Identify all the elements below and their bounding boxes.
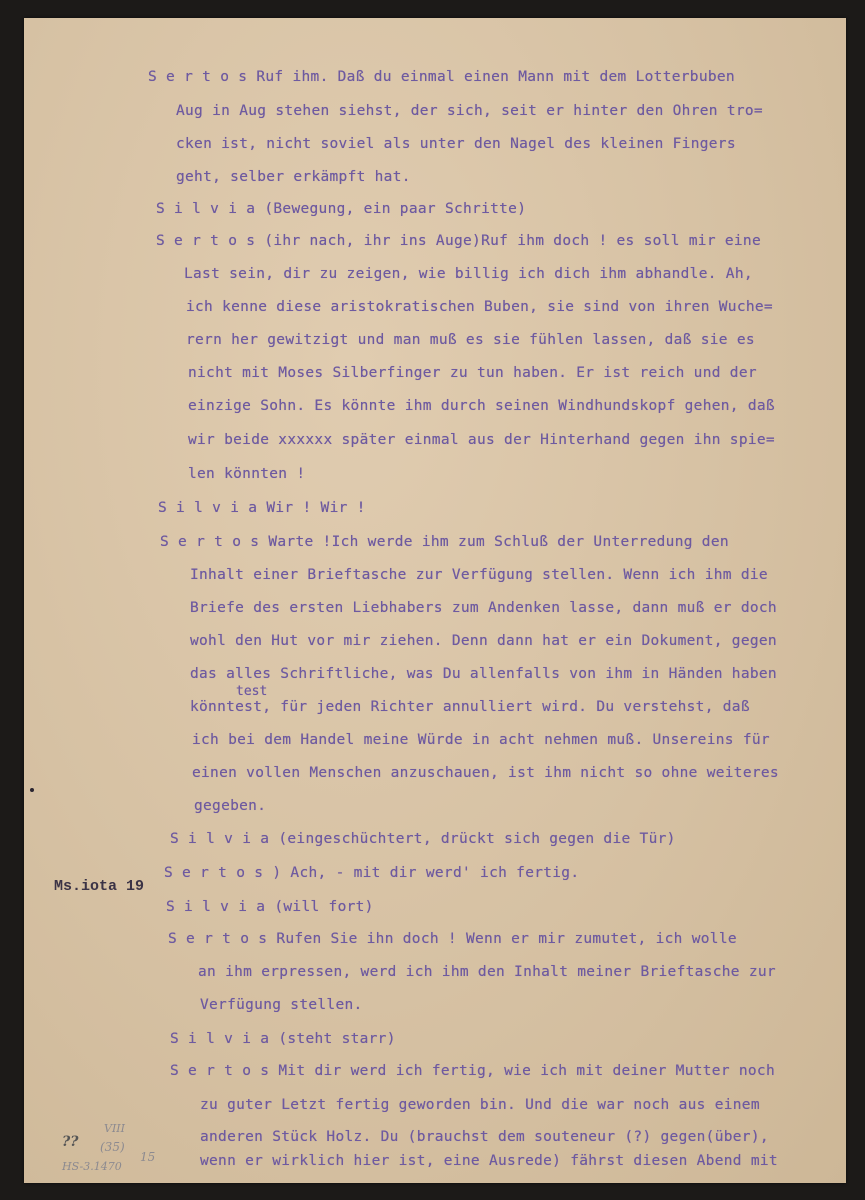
line-text: anderen Stück Holz. Du (brauchst dem souteneur (?) gegen(über), <box>200 1129 769 1145</box>
line-text: einzige Sohn. Es könnte ihm durch seinen Windhundskopf gehen, daß <box>188 398 775 414</box>
text-line <box>198 963 776 981</box>
line-text: Wir ! Wir ! <box>257 500 366 516</box>
speaker-name: S e r t o s <box>168 931 268 947</box>
text-line <box>192 731 770 749</box>
pencil-shelfmark: HS-3.1470 <box>62 1160 122 1173</box>
line-text: Briefe des ersten Liebhabers zum Andenken lasse, dann muß er doch <box>190 600 777 616</box>
interlinear-correction: test <box>236 684 268 699</box>
speaker-line <box>164 864 579 882</box>
text-line <box>200 996 363 1014</box>
pencil-number: 15 <box>140 1150 156 1164</box>
line-text: zu guter Letzt fertig geworden bin. Und die war noch aus einem <box>200 1097 760 1113</box>
speaker-line <box>170 1062 775 1080</box>
text-line <box>188 431 775 449</box>
text-line <box>188 465 305 483</box>
line-text: cken ist, nicht soviel als unter den Nagel des kleinen Fingers <box>176 136 736 152</box>
pencil-roman-numeral: VIII <box>104 1122 125 1135</box>
text-line <box>200 1152 778 1170</box>
speaker-name: S e r t o s <box>160 534 260 550</box>
text-line <box>186 298 773 316</box>
speaker-name: S e r t o s <box>170 1063 270 1079</box>
speaker-name: S e r t o s <box>164 865 264 881</box>
line-text: nicht mit Moses Silberfinger zu tun haben. Er ist reich und der <box>188 365 757 381</box>
line-text: wohl den Hut vor mir ziehen. Denn dann hat er ein Dokument, gegen <box>190 633 777 649</box>
text-line <box>190 632 777 650</box>
line-text: Mit dir werd ich fertig, wie ich mit deiner Mutter noch <box>269 1063 775 1079</box>
line-text: (will fort) <box>265 899 374 915</box>
speaker-name: S e r t o s <box>148 69 248 85</box>
text-line <box>176 168 411 186</box>
line-text: Inhalt einer Brieftasche zur Verfügung stellen. Wenn ich ihm die <box>190 567 768 583</box>
speaker-line <box>160 533 729 551</box>
text-line <box>200 1128 769 1146</box>
line-text: (eingeschüchtert, drückt sich gegen die Tür) <box>269 831 676 847</box>
line-text: gegeben. <box>194 798 267 814</box>
speaker-name: S i l v i a <box>158 500 258 516</box>
speaker-line <box>166 898 374 916</box>
text-line <box>200 1096 760 1114</box>
line-text: (steht starr) <box>269 1031 396 1047</box>
text-line <box>188 364 757 382</box>
speaker-line <box>148 68 735 86</box>
line-text: (ihr nach, ihr ins Auge)Ruf ihm doch ! es soll mir eine <box>255 233 761 249</box>
speaker-line <box>168 930 737 948</box>
line-text: rern her gewitzigt und man muß es sie fühlen lassen, daß sie es <box>186 332 755 348</box>
line-text: Aug in Aug stehen siehst, der sich, seit er hinter den Ohren tro= <box>176 103 763 119</box>
line-text: ich kenne diese aristokratischen Buben, sie sind von ihren Wuche= <box>186 299 773 315</box>
line-text: wenn er wirklich hier ist, eine Ausrede) fährst diesen Abend mit <box>200 1153 778 1169</box>
text-line <box>190 698 750 716</box>
line-text: könntest, für jeden Richter annulliert wird. Du verstehst, daß <box>190 699 750 715</box>
speaker-line <box>170 1030 396 1048</box>
text-line <box>190 599 777 617</box>
text-line <box>190 665 777 683</box>
line-text: Verfügung stellen. <box>200 997 363 1013</box>
text-line <box>194 797 266 815</box>
line-text: ich bei dem Handel meine Würde in acht nehmen muß. Unsereins für <box>192 732 770 748</box>
line-text: Warte !Ich werde ihm zum Schluß der Unterredung den <box>259 534 729 550</box>
text-line <box>176 135 736 153</box>
line-text: (Bewegung, ein paar Schritte) <box>255 201 527 217</box>
line-text: das alles Schriftliche, was Du allenfalls von ihm in Händen haben <box>190 666 777 682</box>
speaker-name: S i l v i a <box>170 831 270 847</box>
text-line <box>184 265 753 283</box>
speaker-name: S i l v i a <box>170 1031 270 1047</box>
speaker-name: S i l v i a <box>166 899 266 915</box>
line-text: ) Ach, - mit dir werd' ich fertig. <box>263 865 580 881</box>
text-line <box>192 764 779 782</box>
line-text: an ihm erpressen, werd ich ihm den Inhalt meiner Brieftasche zur <box>198 964 776 980</box>
line-text: einen vollen Menschen anzuschauen, ist ihm nicht so ohne weiteres <box>192 765 779 781</box>
text-line <box>190 566 768 584</box>
speaker-line <box>156 200 526 218</box>
speaker-line <box>156 232 761 250</box>
text-line <box>186 331 755 349</box>
speaker-name: S e r t o s <box>156 233 256 249</box>
margin-label: Ms.iota 19 <box>54 878 145 895</box>
pencil-circled-number: (35) <box>100 1140 125 1154</box>
speaker-line <box>158 499 366 517</box>
line-text: len könnten ! <box>188 466 306 482</box>
ink-dot <box>30 788 34 792</box>
text-line <box>176 102 763 120</box>
speaker-name: S i l v i a <box>156 201 256 217</box>
line-text: Last sein, dir zu zeigen, wie billig ich dich ihm abhandle. Ah, <box>184 266 753 282</box>
line-text: Rufen Sie ihn doch ! Wenn er mir zumutet, ich wolle <box>267 931 737 947</box>
speaker-line <box>170 830 676 848</box>
text-line <box>188 397 775 415</box>
line-text: wir beide xxxxxx später einmal aus der Hinterhand gegen ihn spie= <box>188 432 775 448</box>
line-text: Ruf ihm. Daß du einmal einen Mann mit dem Lotterbuben <box>247 69 735 85</box>
line-text: geht, selber erkämpft hat. <box>176 169 411 185</box>
pencil-question-marks: ?? <box>62 1134 79 1150</box>
